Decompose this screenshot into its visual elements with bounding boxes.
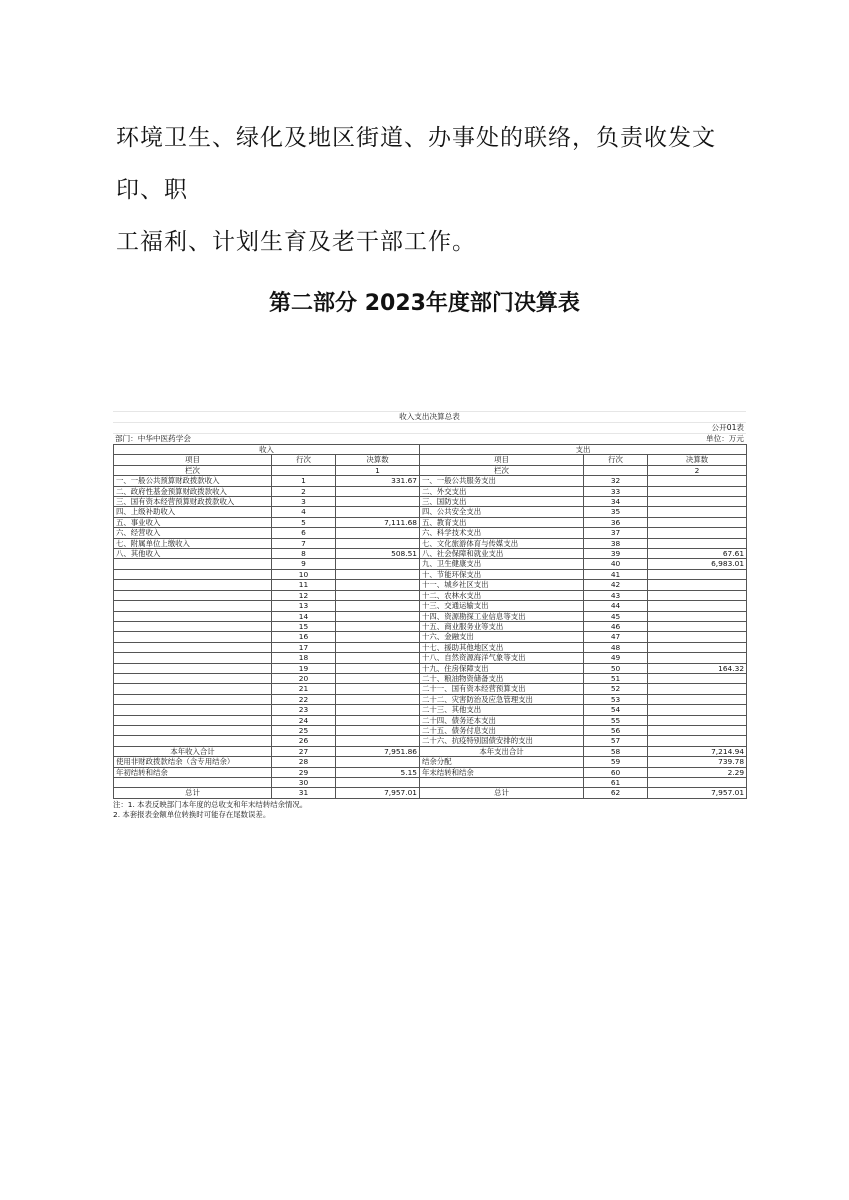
table-column-header [114,455,747,465]
expense-item: 一、一般公共服务支出 [420,476,584,486]
income-amount: 7,957.01 [336,788,420,798]
income-row-no: 17 [272,642,336,652]
income-item [114,601,272,611]
income-row-no: 20 [272,673,336,683]
expense-amount: 67.61 [648,549,747,559]
expense-item: 六、科学技术支出 [420,528,584,538]
income-amount [336,715,420,725]
table-lanci-row [114,465,747,475]
income-item: 三、国有资本经营预算财政拨款收入 [114,497,272,507]
paragraph-line-2: 工福利、计划生育及老干部工作。 [116,229,476,255]
expense-row-no: 40 [584,559,648,569]
expense-header: 支出 [420,445,747,455]
table-row [114,632,747,642]
expense-row-no: 58 [584,746,648,756]
table-row [114,621,747,631]
expense-amount [648,590,747,600]
income-row-no: 29 [272,767,336,777]
expense-row-no: 61 [584,778,648,788]
income-amount [336,663,420,673]
table-notes [113,800,746,820]
income-amount [336,653,420,663]
expense-amount [648,621,747,631]
expense-amount [648,725,747,735]
expense-item: 十五、商业服务业等支出 [420,621,584,631]
income-item [114,663,272,673]
table-row [114,538,747,548]
table-row [114,497,747,507]
expense-row-no: 56 [584,725,648,735]
expense-row-no: 54 [584,705,648,715]
expense-item: 十六、金融支出 [420,632,584,642]
lanci-2: 2 [648,465,747,475]
lanci-blank-income [272,465,336,475]
income-row-no: 10 [272,569,336,579]
lanci-blank-expense [584,465,648,475]
table-row [114,549,747,559]
income-amount [336,642,420,652]
table-row [114,642,747,652]
table-row [114,705,747,715]
expense-item: 本年支出合计 [420,746,584,756]
table-row [114,673,747,683]
income-amount: 331.67 [336,476,420,486]
expense-item: 二十一、国有资本经营预算支出 [420,684,584,694]
expense-row-no: 39 [584,549,648,559]
income-row-no: 3 [272,497,336,507]
expense-item: 十九、住房保障支出 [420,663,584,673]
expense-item: 二十五、债务付息支出 [420,725,584,735]
table-row [114,757,747,767]
expense-row-no: 34 [584,497,648,507]
income-row-no: 30 [272,778,336,788]
income-item [114,580,272,590]
income-row-no: 19 [272,663,336,673]
expense-item: 十七、援助其他地区支出 [420,642,584,652]
income-item: 七、附属单位上缴收入 [114,538,272,548]
expense-row-no: 38 [584,538,648,548]
income-item [114,694,272,704]
expense-item: 四、公共安全支出 [420,507,584,517]
income-amount: 508.51 [336,549,420,559]
income-item: 年初结转和结余 [114,767,272,777]
table-row [114,725,747,735]
income-row-no: 23 [272,705,336,715]
table-row [114,715,747,725]
expense-amount [648,653,747,663]
expense-row-no: 44 [584,601,648,611]
expense-row-no: 62 [584,788,648,798]
note-2: 2. 本套报表金额单位转换时可能存在尾数误差。 [113,809,271,819]
expense-row-no: 47 [584,632,648,642]
income-row-no: 4 [272,507,336,517]
expense-item: 总计 [420,788,584,798]
income-amount [336,778,420,788]
income-item: 六、经营收入 [114,528,272,538]
income-amount [336,705,420,715]
income-amount [336,486,420,496]
income-amount [336,497,420,507]
income-row-no: 28 [272,757,336,767]
table-row [114,590,747,600]
income-row-no: 22 [272,694,336,704]
expense-amount [648,497,747,507]
table-row [114,486,747,496]
expense-row-no: 51 [584,673,648,683]
expense-amount [648,694,747,704]
income-row-no: 2 [272,486,336,496]
income-row-no: 11 [272,580,336,590]
income-item: 五、事业收入 [114,517,272,527]
expense-amount [648,569,747,579]
lanci-expense: 栏次 [420,465,584,475]
sheet-title-row [113,411,746,422]
income-item [114,725,272,735]
income-amount [336,725,420,735]
income-row-no: 18 [272,653,336,663]
expense-item: 二十二、灾害防治及应急管理支出 [420,694,584,704]
table-row [114,580,747,590]
income-item [114,653,272,663]
income-amount [336,569,420,579]
expense-amount [648,601,747,611]
expense-amount: 7,957.01 [648,788,747,798]
expense-amount [648,517,747,527]
income-item: 本年收入合计 [114,746,272,756]
income-item [114,621,272,631]
income-amount [336,528,420,538]
income-row-no: 8 [272,549,336,559]
income-row-no: 21 [272,684,336,694]
income-item [114,559,272,569]
table-row [114,559,747,569]
income-item [114,715,272,725]
expense-amount [648,642,747,652]
expense-row-no: 33 [584,486,648,496]
table-row [114,767,747,777]
income-row-no: 14 [272,611,336,621]
expense-row-no: 55 [584,715,648,725]
expense-item: 三、国防支出 [420,497,584,507]
expense-amount [648,736,747,746]
table-row [114,476,747,486]
income-amount [336,757,420,767]
income-row-no: 27 [272,746,336,756]
sheet-code-row [113,422,746,433]
table-row [114,663,747,673]
table-row [114,528,747,538]
expense-amount [648,611,747,621]
expense-row-no: 52 [584,684,648,694]
income-amount [336,621,420,631]
table-row [114,653,747,663]
expense-row-no: 59 [584,757,648,767]
income-amount [336,684,420,694]
expense-amount: 7,214.94 [648,746,747,756]
income-item [114,778,272,788]
expense-row-no: 43 [584,590,648,600]
income-item [114,673,272,683]
income-item [114,569,272,579]
expense-row-no: 57 [584,736,648,746]
income-amount [336,590,420,600]
table-row [114,601,747,611]
income-item: 总计 [114,788,272,798]
income-item: 四、上级补助收入 [114,507,272,517]
income-item [114,611,272,621]
lanci-income: 栏次 [114,465,272,475]
expense-amount [648,632,747,642]
expense-item: 十、节能环保支出 [420,569,584,579]
expense-row-no: 32 [584,476,648,486]
expense-amount [648,538,747,548]
expense-amount: 164.32 [648,663,747,673]
expense-item: 二十、粮油物资储备支出 [420,673,584,683]
expense-row-no: 50 [584,663,648,673]
col-amount-expense: 决算数 [648,455,747,465]
expense-row-no: 46 [584,621,648,631]
table-row [114,684,747,694]
income-item [114,705,272,715]
expense-row-no: 36 [584,517,648,527]
income-item: 一、一般公共预算财政拨款收入 [114,476,272,486]
expense-item [420,778,584,788]
expense-amount [648,476,747,486]
table-row [114,778,747,788]
expense-amount [648,580,747,590]
table-row [114,736,747,746]
income-amount [336,507,420,517]
income-amount [336,736,420,746]
sheet-title: 收入支出决算总表 [399,412,460,421]
table-group-header [114,445,747,455]
income-item: 八、其他收入 [114,549,272,559]
expense-item: 十一、城乡社区支出 [420,580,584,590]
expense-item: 十三、交通运输支出 [420,601,584,611]
col-amount-income: 决算数 [336,455,420,465]
income-amount [336,694,420,704]
expense-amount [648,507,747,517]
col-row-expense: 行次 [584,455,648,465]
income-expense-table [113,444,747,799]
income-row-no: 9 [272,559,336,569]
expense-row-no: 49 [584,653,648,663]
expense-amount [648,528,747,538]
expense-item: 五、教育支出 [420,517,584,527]
expense-item: 十二、农林水支出 [420,590,584,600]
income-row-no: 7 [272,538,336,548]
income-amount [336,559,420,569]
paragraph-line-1: 环境卫生、绿化及地区街道、办事处的联络，负责收发文印、职 [116,125,716,203]
sheet-code: 公开01表 [711,423,744,432]
expense-item: 二、外交支出 [420,486,584,496]
budget-sheet [113,411,746,820]
income-row-no: 25 [272,725,336,735]
expense-item: 二十六、抗疫特别国债安排的支出 [420,736,584,746]
col-row-income: 行次 [272,455,336,465]
expense-item: 二十四、债务还本支出 [420,715,584,725]
expense-amount [648,715,747,725]
expense-amount [648,486,747,496]
income-item [114,632,272,642]
note-1: 注：1. 本表反映部门本年度的总收支和年末结转结余情况。 [113,799,308,809]
income-amount [336,632,420,642]
table-row [114,517,747,527]
table-row [114,507,747,517]
expense-item: 十四、资源勘探工业信息等支出 [420,611,584,621]
sheet-meta-row [113,433,746,444]
income-row-no: 24 [272,715,336,725]
expense-row-no: 60 [584,767,648,777]
expense-row-no: 48 [584,642,648,652]
income-item [114,736,272,746]
income-amount: 7,951.86 [336,746,420,756]
expense-item: 年末结转和结余 [420,767,584,777]
expense-item: 七、文化旅游体育与传媒支出 [420,538,584,548]
expense-amount: 6,983.01 [648,559,747,569]
income-item [114,590,272,600]
expense-amount: 2.29 [648,767,747,777]
income-row-no: 13 [272,601,336,611]
expense-item: 十八、自然资源海洋气象等支出 [420,653,584,663]
table-row [114,788,747,798]
expense-row-no: 41 [584,569,648,579]
section-title: 第二部分 2023年度部门决算表 [269,291,580,316]
expense-row-no: 37 [584,528,648,538]
lanci-1: 1 [336,465,420,475]
col-item-income: 项目 [114,455,272,465]
expense-row-no: 42 [584,580,648,590]
expense-amount [648,778,747,788]
expense-row-no: 45 [584,611,648,621]
expense-row-no: 53 [584,694,648,704]
table-row [114,611,747,621]
income-amount [336,611,420,621]
income-row-no: 16 [272,632,336,642]
expense-item: 八、社会保障和就业支出 [420,549,584,559]
income-amount [336,601,420,611]
col-item-expense: 项目 [420,455,584,465]
income-row-no: 12 [272,590,336,600]
expense-amount [648,684,747,694]
table-row [114,569,747,579]
income-row-no: 5 [272,517,336,527]
expense-item: 九、卫生健康支出 [420,559,584,569]
income-amount [336,673,420,683]
income-item [114,684,272,694]
department-label: 部门：中华中医药学会 [115,434,191,443]
income-row-no: 26 [272,736,336,746]
expense-item: 结余分配 [420,757,584,767]
income-header: 收入 [114,445,420,455]
income-amount [336,538,420,548]
income-amount: 7,111.68 [336,517,420,527]
expense-item: 二十三、其他支出 [420,705,584,715]
income-amount [336,580,420,590]
body-paragraph [116,112,756,268]
expense-amount: 739.78 [648,757,747,767]
income-row-no: 1 [272,476,336,486]
expense-amount [648,705,747,715]
expense-amount [648,673,747,683]
income-item: 使用非财政拨款结余（含专用结余） [114,757,272,767]
income-row-no: 15 [272,621,336,631]
income-amount: 5.15 [336,767,420,777]
table-row [114,746,747,756]
income-item [114,642,272,652]
income-item: 二、政府性基金预算财政拨款收入 [114,486,272,496]
income-row-no: 31 [272,788,336,798]
expense-row-no: 35 [584,507,648,517]
income-row-no: 6 [272,528,336,538]
unit-label: 单位：万元 [706,434,744,443]
table-row [114,694,747,704]
